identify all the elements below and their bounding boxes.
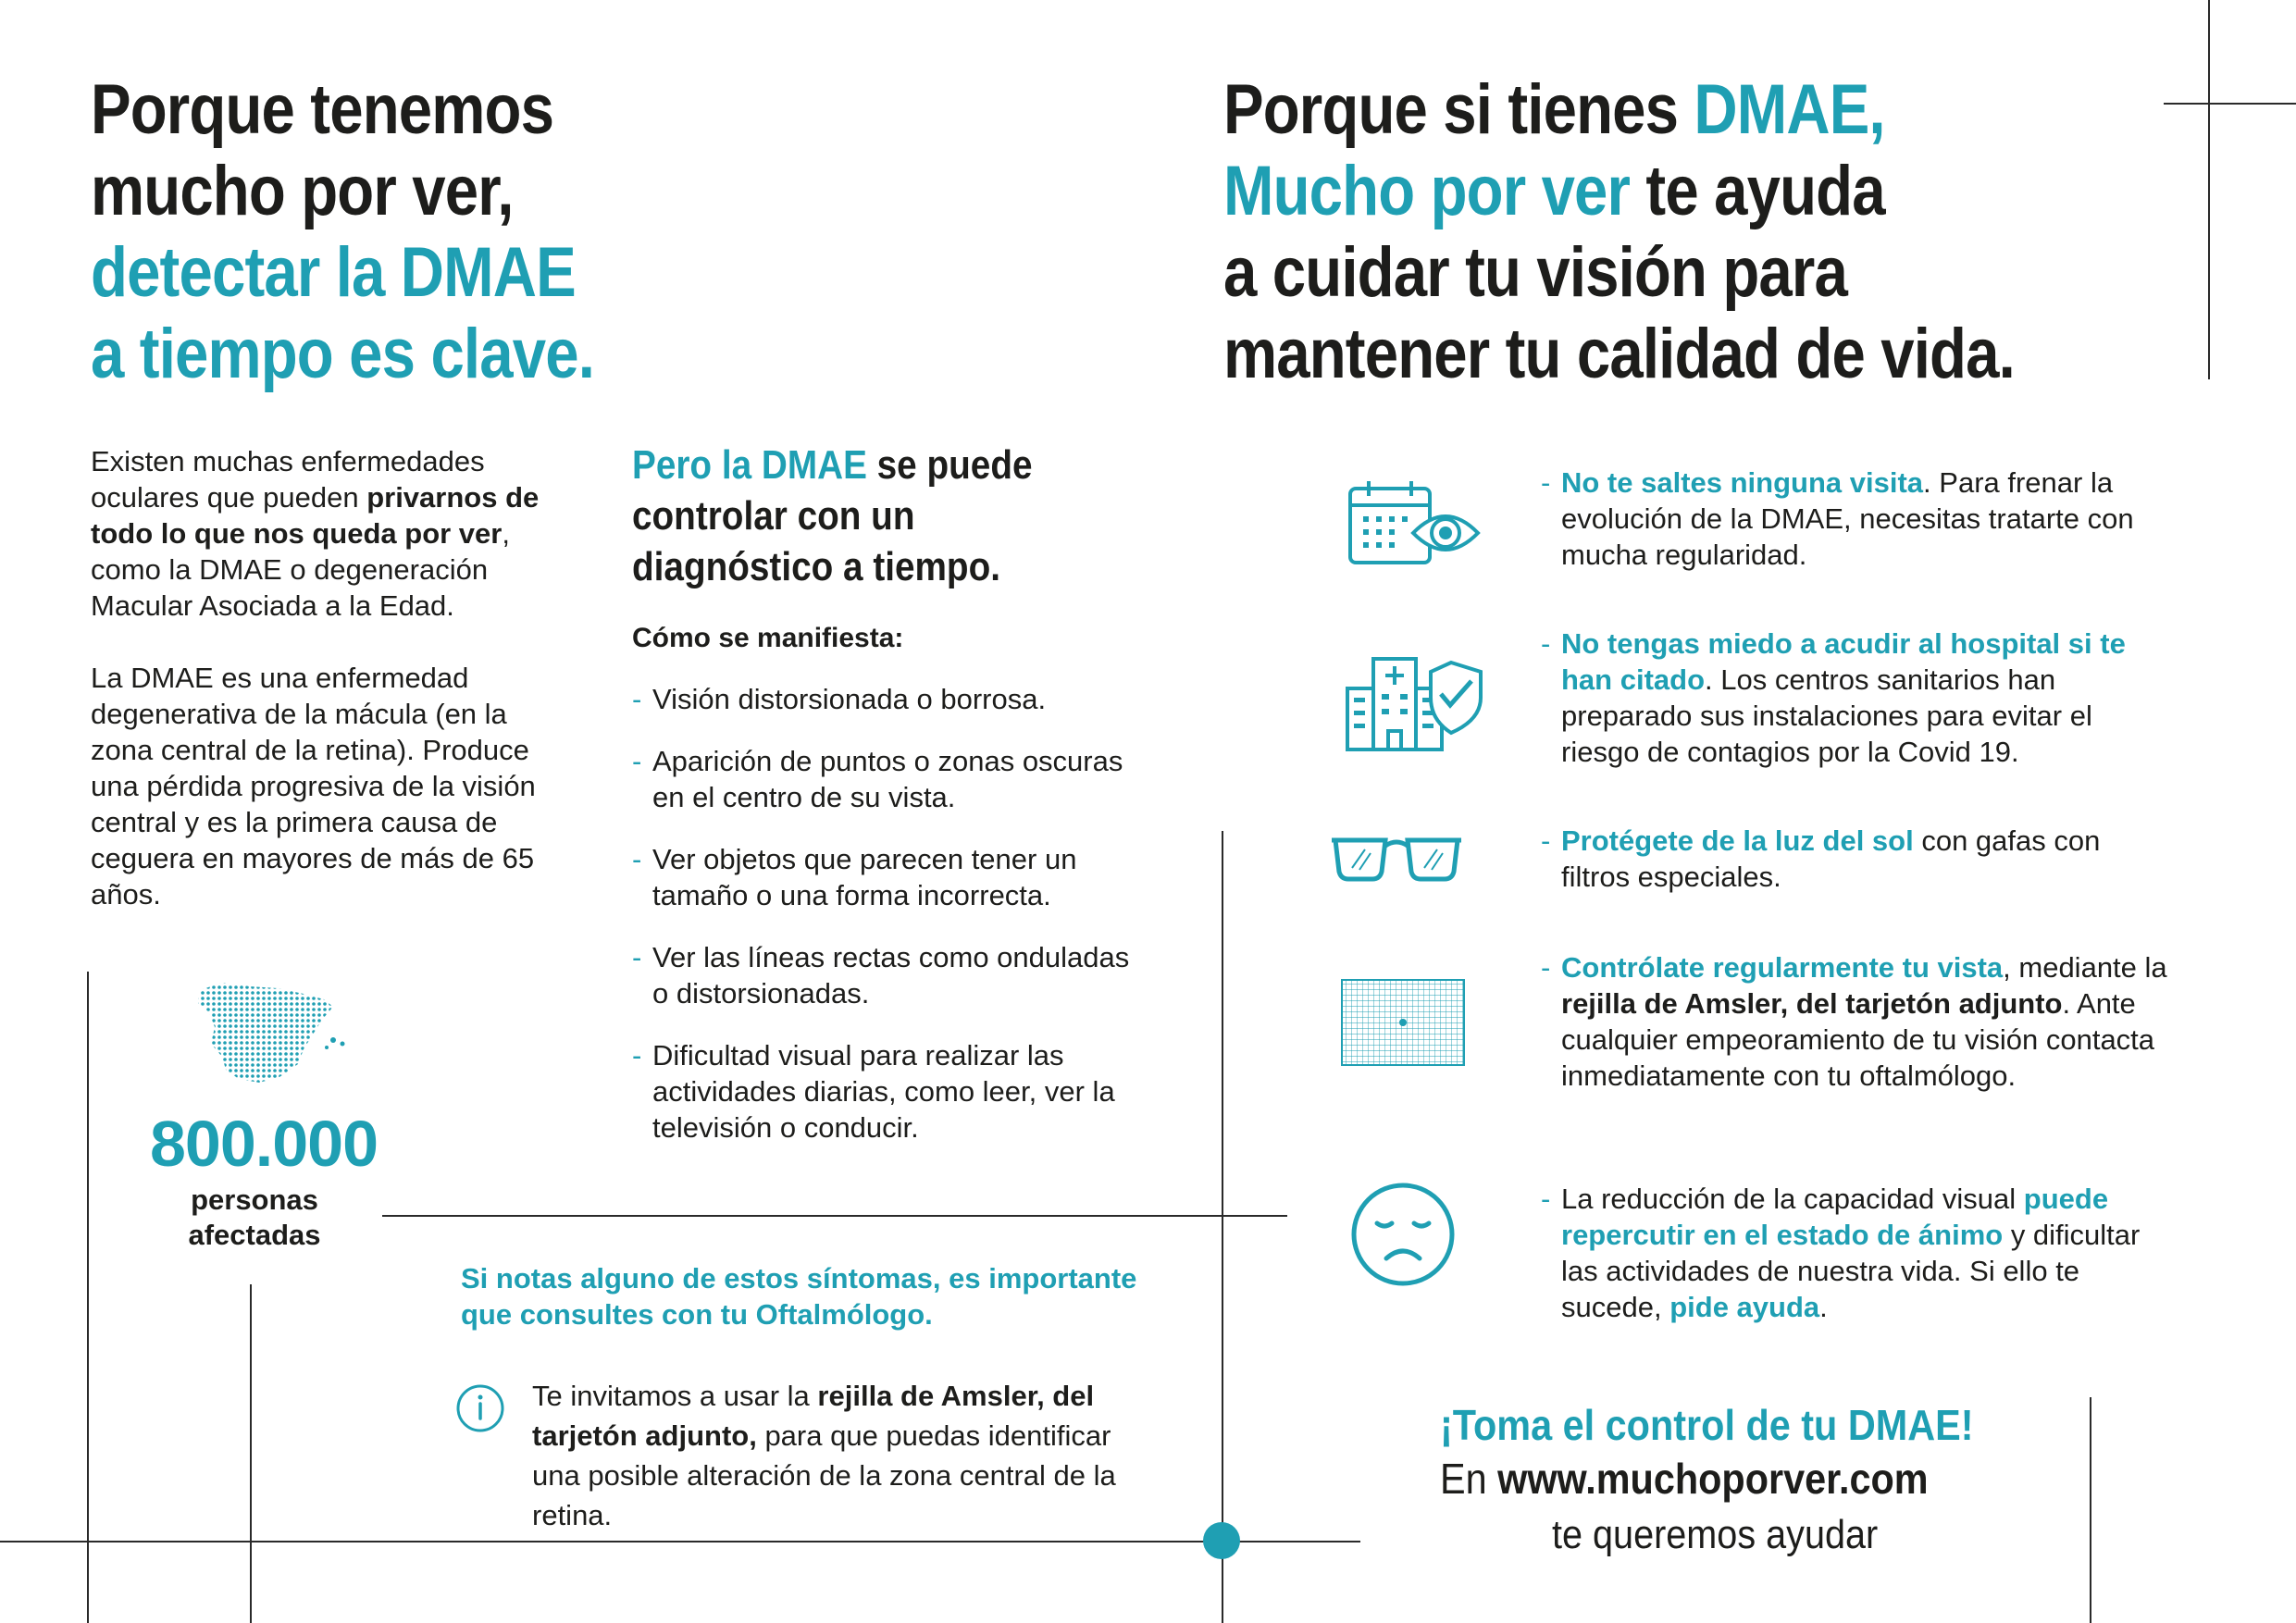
intro-p1-bold: privarnos de todo lo que nos queda por ver	[91, 481, 540, 550]
cta-url-link[interactable]: www.muchoporver.com	[1497, 1455, 1929, 1503]
stat-label-line1: personas	[191, 1183, 318, 1216]
tip-visits: - No te saltes ninguna visita. Para frenar la evolución de la DMAE, necesitas tratarte con mucha regularidad.	[1541, 466, 2134, 571]
right-headline-line4: mantener tu calidad de vida.	[1223, 315, 2015, 393]
intro-p1-b: , como la DMAE o degeneración Macular Asociada a la Edad.	[91, 517, 510, 622]
right-headline-line1-b: DMAE,	[1694, 70, 1885, 149]
intro-paragraph-1	[91, 443, 577, 624]
glasses-icon	[1330, 835, 1463, 885]
tip-hospital-teal: No tengas miedo a acudir al hospital si te han citado	[1561, 627, 2126, 696]
calendar-eye-icon	[1347, 479, 1485, 568]
hospital-shield-icon	[1342, 653, 1490, 753]
info-text-b: para que puedas identificar una posible alteración de la zona central de la retina.	[532, 1419, 1116, 1531]
sad-face-icon	[1349, 1181, 1457, 1288]
symptom-item: - Aparición de puntos o zonas oscuras en el centro de su vista.	[632, 745, 1123, 813]
symptom-text: Visión distorsionada o borrosa.	[652, 683, 1047, 715]
tip-amsler: - Contrólate regularmente tu vista, mediante la rejilla de Amsler, del tarjetón adjunto. Ante cualquier empeoramiento de tu visión contacta inmediatamente con tu oftalmólogo.	[1541, 951, 2167, 1092]
symptom-item: - Visión distorsionada o borrosa.	[632, 683, 1047, 715]
symptom-text: Ver las líneas rectas como onduladas o distorsionadas.	[652, 941, 1130, 1010]
divider-right-vertical	[2090, 1397, 2091, 1623]
manifest-heading: Cómo se manifiesta:	[632, 623, 904, 653]
tip-mood-a: La reducción de la capacidad visual	[1561, 1183, 2024, 1215]
right-headline-line1	[1223, 69, 2258, 151]
divider-horizontal-middle	[382, 1215, 1287, 1217]
cta-help: te queremos ayudar	[1552, 1512, 1879, 1557]
symptom-text: Aparición de puntos o zonas oscuras en el centro de su vista.	[652, 745, 1123, 813]
tip-hospital: - No tengas miedo a acudir al hospital si te han citado. Los centros sanitarios han preparado sus instalaciones para evitar el riesgo de contagios por la Covid 19.	[1541, 627, 2126, 768]
symptom-text: Ver objetos que parecen tener un tamaño o una forma incorrecta.	[652, 843, 1077, 911]
divider-left-vertical	[87, 972, 89, 1623]
left-headline-line4: a tiempo es clave.	[91, 315, 595, 393]
symptom-list	[632, 681, 1132, 1171]
stat-number: 800.000	[150, 1108, 379, 1180]
cta-title: ¡Toma el control de tu DMAE!	[1440, 1401, 1974, 1449]
warning-text: Si notas alguno de estos síntomas, es importante que consultes con tu Oftalmólogo.	[461, 1262, 1137, 1331]
right-headline-line2	[1223, 151, 2258, 232]
stat-label-line2: afectadas	[188, 1219, 321, 1251]
tip-sun: - Protégete de la luz del sol con gafas con filtros especiales.	[1541, 824, 2101, 893]
control-title-teal: Pero la DMAE	[632, 442, 867, 488]
symptom-item: - Dificultad visual para realizar las actividades diarias, como leer, ver la televisión o conducir.	[632, 1039, 1115, 1144]
divider-horizontal-bottom	[0, 1541, 1360, 1542]
tip-mood-b: y dificultar las actividades de nuestra vida. Si ello te sucede,	[1561, 1219, 2141, 1323]
tip-amsler-bold: rejilla de Amsler, del tarjetón adjunto	[1561, 987, 2063, 1020]
symptom-text: Dificultad visual para realizar las actividades diarias, como leer, ver la televisión o conducir.	[652, 1039, 1115, 1144]
spain-map-icon	[194, 979, 350, 1088]
info-text-a: Te invitamos a usar la	[532, 1380, 818, 1412]
info-text	[532, 1376, 1143, 1535]
symptom-item: - Ver objetos que parecen tener un tamaño o una forma incorrecta.	[632, 843, 1077, 911]
tip-mood: - La reducción de la capacidad visual puede repercutir en el estado de ánimo y dificultar las actividades de nuestra vida. Si ello te sucede, pide ayuda.	[1541, 1183, 2141, 1323]
intro-p1-a: Existen muchas enfermedades oculares que pueden	[91, 445, 485, 514]
cta-en: En	[1440, 1455, 1498, 1503]
tip-sun-rest: con gafas con filtros especiales.	[1561, 824, 2101, 893]
tip-visits-rest: . Para frenar la evolución de la DMAE, necesitas tratarte con mucha regularidad.	[1561, 466, 2134, 571]
left-headline	[91, 69, 924, 395]
tip-mood-c: .	[1819, 1291, 1828, 1323]
symptom-item: - Ver las líneas rectas como onduladas o distorsionadas.	[632, 941, 1130, 1010]
control-title	[632, 440, 1150, 592]
tip-hospital-rest: . Los centros sanitarios han preparado sus instalaciones para evitar el riesgo de contagios por la Covid 19.	[1561, 663, 2092, 768]
right-headline-line2-b: te ayuda	[1630, 152, 1885, 230]
tip-mood-teal: puede repercutir en el estado de ánimo	[1561, 1183, 2109, 1251]
stat-label	[148, 1183, 361, 1253]
left-headline-line1: Porque tenemos	[91, 70, 554, 149]
control-title-text	[632, 440, 1088, 592]
tip-visits-teal: No te saltes ninguna visita	[1561, 466, 1924, 499]
left-headline-line2: mucho por ver,	[91, 152, 514, 230]
tip-amsler-b: . Ante cualquier empeoramiento de tu visión contacta inmediatamente con tu oftalmólogo.	[1561, 987, 2155, 1092]
divider-center-vertical	[1222, 831, 1223, 1623]
tip-mood-teal2: pide ayuda	[1669, 1291, 1820, 1323]
divider-junction-dot	[1203, 1522, 1240, 1559]
right-headline-line3: a cuidar tu visión para	[1223, 233, 1847, 312]
left-headline-line3: detectar la DMAE	[91, 233, 576, 312]
tip-sun-teal: Protégete de la luz del sol	[1561, 824, 1914, 857]
tip-amsler-teal: Contrólate regularmente tu vista	[1561, 951, 2004, 984]
right-headline-line1-a: Porque si tienes	[1223, 70, 1694, 149]
tip-amsler-a: , mediante la	[2003, 951, 2167, 984]
info-icon	[455, 1383, 505, 1433]
control-title-rest: se puede controlar con un diagnóstico a tiempo.	[632, 442, 1033, 589]
intro-paragraph-2: La DMAE es una enfermedad degenerativa de la mácula (en la zona central de la retina). Produce una pérdida progresiva de la visión central y es la primera causa de ceguera en mayores de más de 65 años.	[91, 662, 536, 911]
cta-url-line	[1440, 1451, 1929, 1506]
divider-left-vertical-2	[250, 1284, 252, 1623]
info-text-bold: rejilla de Amsler, del tarjetón adjunto,	[532, 1380, 1095, 1452]
right-headline	[1223, 69, 2296, 395]
right-headline-line2-a: Mucho por ver	[1223, 152, 1631, 230]
amsler-grid-icon	[1340, 978, 1466, 1067]
intro-text	[91, 443, 577, 912]
